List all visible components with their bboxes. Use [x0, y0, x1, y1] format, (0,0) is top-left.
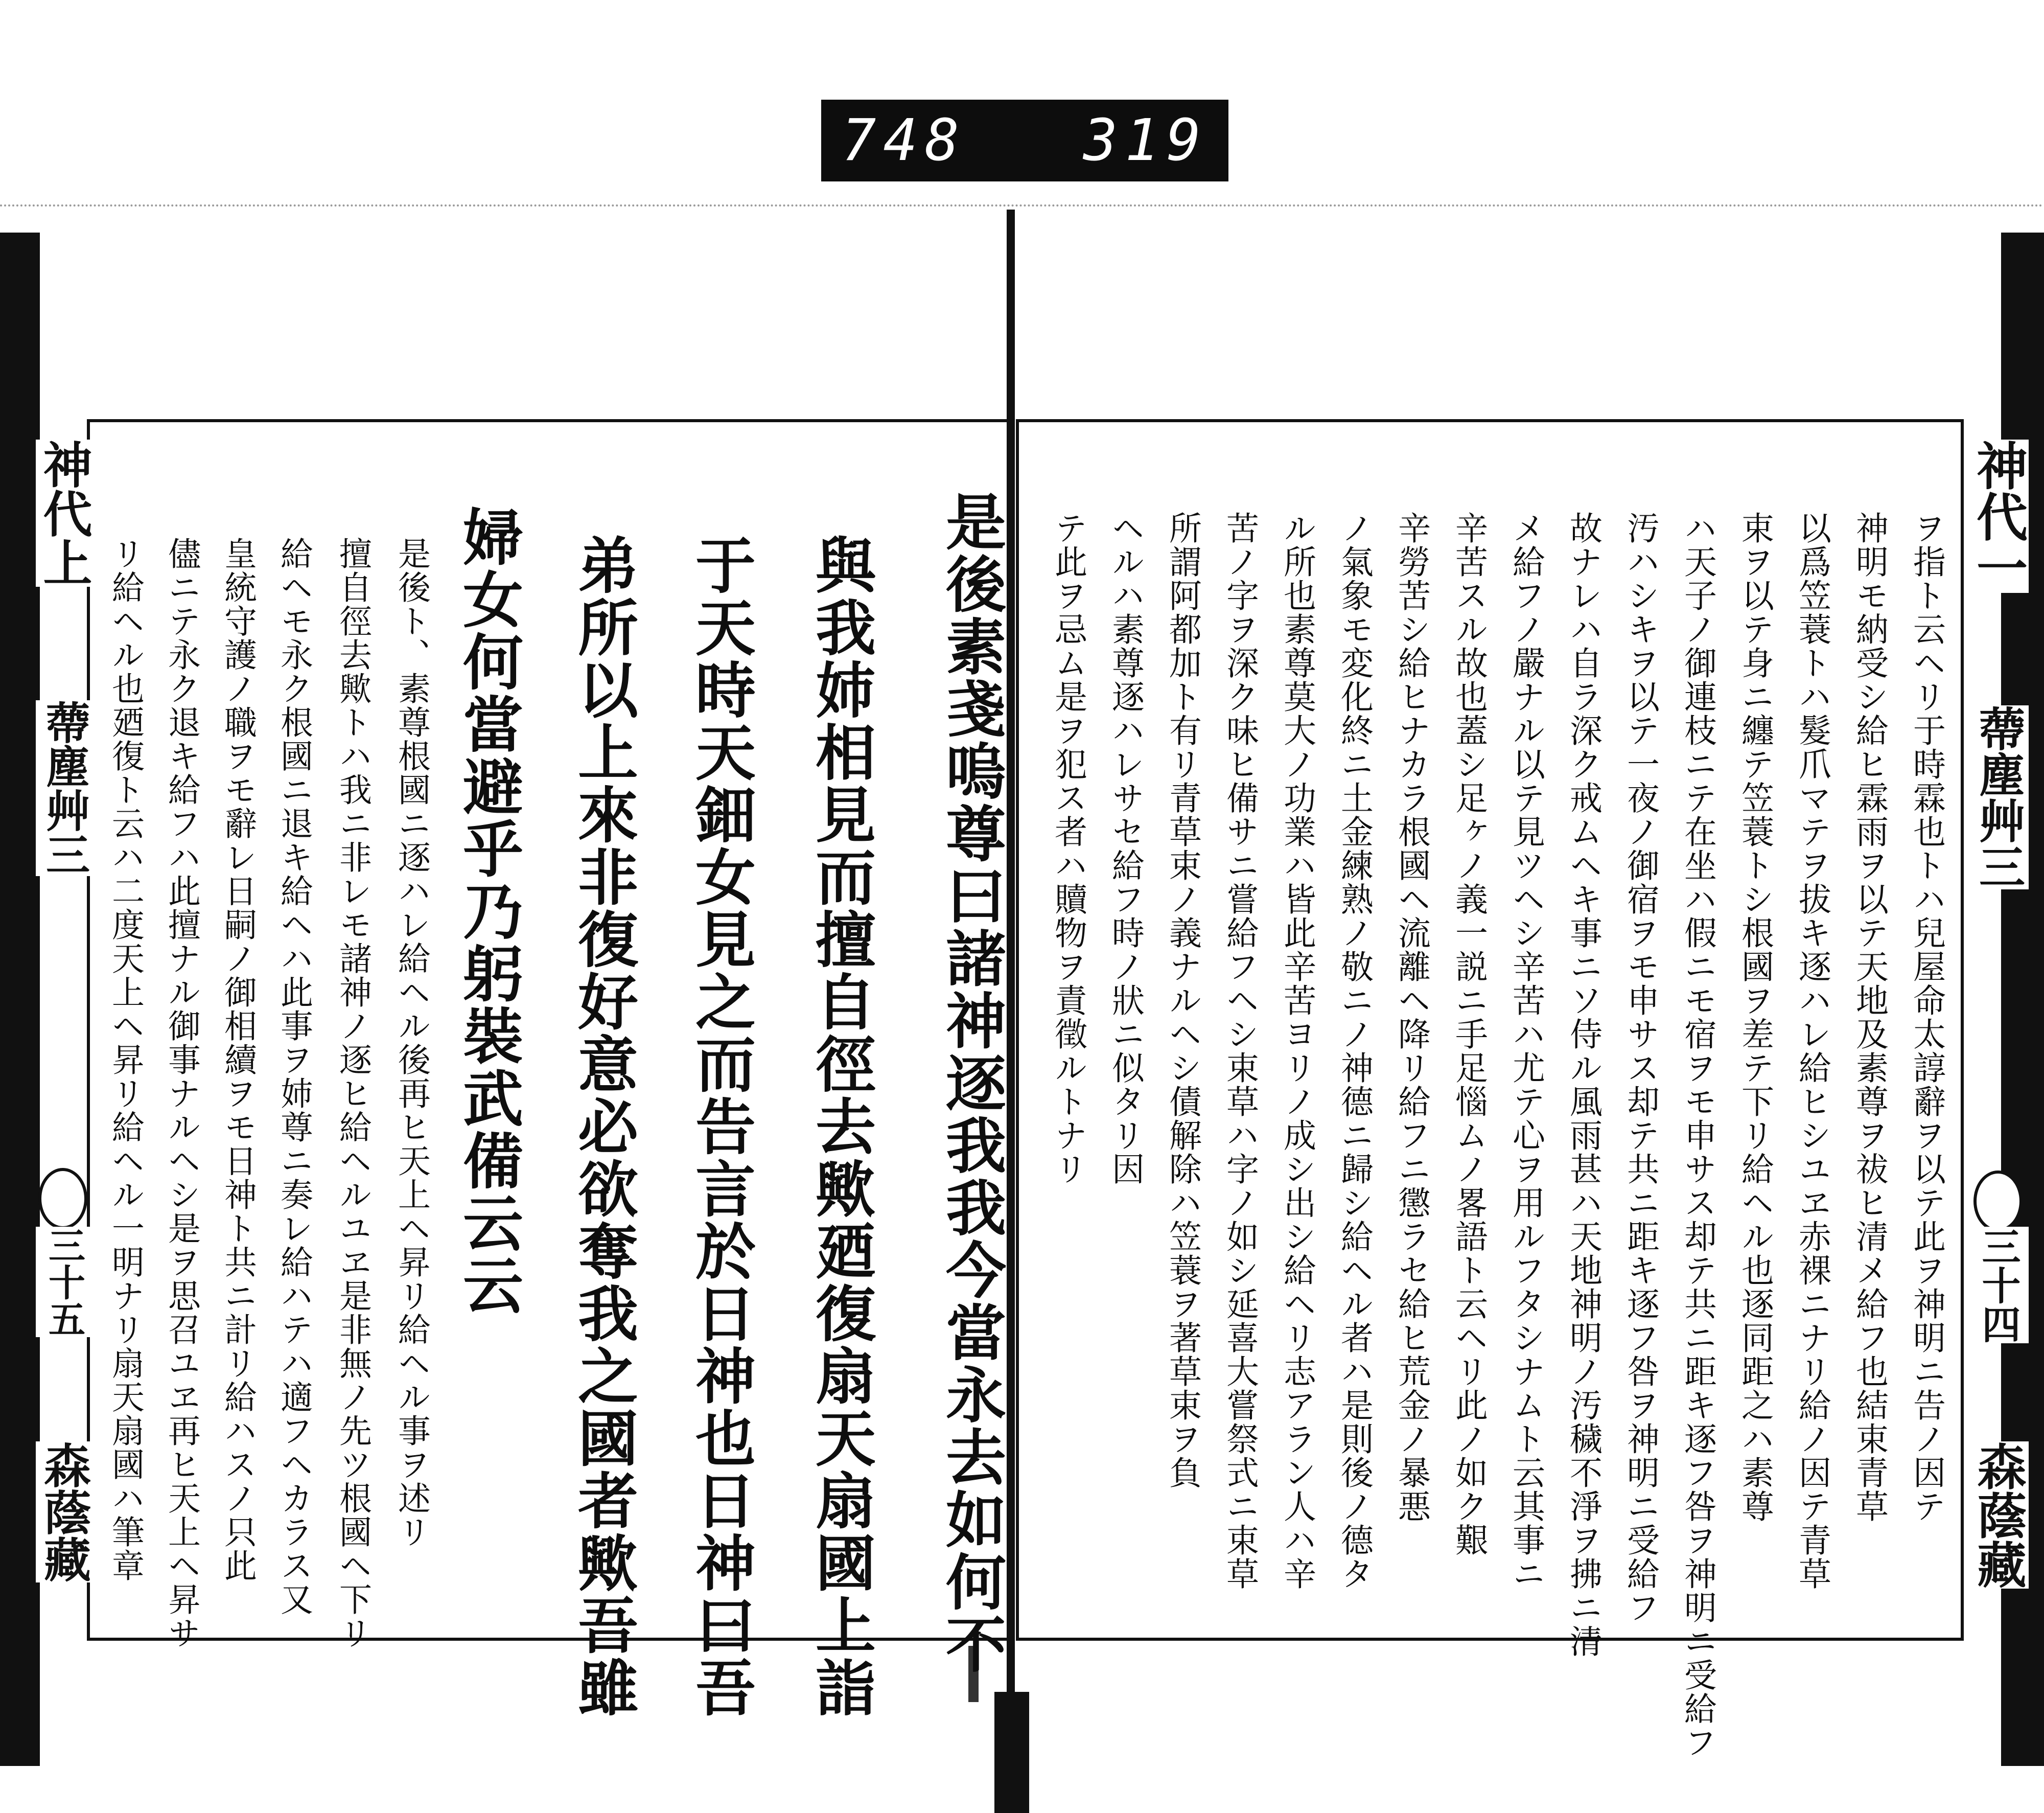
left-commentary-column-2: 擅自徑去歟トハ我ニ非レモ諸神ノ逐ヒ給ヘルユヱ是非無ノ先ツ根國ヘ下リ	[334, 537, 371, 1650]
right-header-subtitle: 蔕塵艸三	[1967, 705, 2029, 889]
right-column-3: 以爲笠蓑トハ髮爪マテヲ拔キ逐ハレ給ヒシユヱ赤裸ニナリ給ノ因テ青草	[1793, 511, 1831, 1591]
left-commentary-column-4: 皇統守護ノ職ヲモ辭レ日嗣ノ御相續ヲモ日神ト共ニ計リ給ハスノ只此	[219, 537, 257, 1582]
left-header-subtitle: 蔕塵艸三	[36, 700, 92, 876]
catalogue-number-right: 319	[1083, 107, 1208, 174]
gutter-shadow	[994, 1692, 1029, 1813]
catalogue-number-label	[821, 100, 1228, 181]
right-column-7: 故ナレハ自ラ深ク戒ムヘキ事ニソ侍ル風雨甚ハ天地神明ノ汚穢不淨ヲ拂ニ清	[1564, 511, 1602, 1658]
left-header-page-number: 三十五	[36, 1227, 92, 1337]
right-column-9: 辛苦スル故也蓋シ足ヶノ義一説ニ手足惱ムノ畧語ト云ヘリ此ノ如ク艱	[1450, 511, 1488, 1557]
left-main-column-5: 婦女何當避乎乃躬裝武備云云	[453, 506, 524, 1317]
right-column-6: 汚ハシキヲ以テ一夜ノ御宿ヲモ申サス却テ共ニ距キ逐フ咎ヲ神明ニ受給フ	[1621, 511, 1659, 1624]
left-header-title: 神代上	[35, 440, 93, 587]
left-commentary-column-6: リ給ヘル也廼復ト云ハ二度天上ヘ昇リ給ヘル一明ナリ扇天扇國ハ筆章	[106, 537, 144, 1582]
left-commentary-column-5: 儘ニテ永ク退キ給フハ此擅ナル御事ナルヘシ是ヲ思召ユヱ再ヒ天上ヘ昇サ	[162, 537, 200, 1650]
right-column-14: 所謂阿都加ト有リ青草束ノ義ナルヘシ債解除ハ笠蓑ヲ著草束ヲ負	[1164, 511, 1201, 1489]
left-main-column-1: 是後素戔嗚尊曰諸神逐我我今當永去如何不	[936, 491, 1007, 1676]
left-main-column-3: 于天時天鈿女見之而告言於日神也日神曰吾	[685, 534, 756, 1719]
left-commentary-column-3: 給ヘモ永ク根國ニ退キ給ヘハ此事ヲ姉尊ニ奏レ給ハテハ適フヘカラス又	[275, 537, 313, 1616]
right-column-4: 束ヲ以テ身ニ纏テ笠蓑トシ根國ヲ差テ下リ給ヘル也逐同距之ハ素尊	[1736, 511, 1774, 1523]
catalogue-number-left: 748	[842, 107, 967, 174]
right-column-1: ヲ指ト云ヘリ于時霖也トハ兒屋命太諄辭ヲ以テ此ヲ神明ニ告ノ因テ	[1908, 511, 1945, 1523]
left-main-column-2: 與我姉相見而擅自徑去歟廼復扇天扇國上詣	[805, 534, 876, 1719]
right-header-title: 神代一	[1968, 440, 2028, 593]
right-column-2: 神明モ納受シ給ヒ霖雨ヲ以テ天地及素尊ヲ祓ヒ清メ給フ也結束青草	[1850, 511, 1888, 1523]
left-main-column-4: 弟所以上來非復好意必欲奪我之國者歟吾雖	[568, 534, 639, 1719]
left-commentary-column-1: 是後ト、素尊根國ニ逐ハレ給ヘル後再ヒ天上ヘ昇リ給ヘル事ヲ述リ	[392, 537, 430, 1549]
center-gutter	[1007, 210, 1015, 1804]
left-header-publisher: 森蔭藏	[36, 1441, 91, 1582]
right-column-10: 辛勞苦シ給ヒナカラ根國ヘ流離ヘ降リ給フニ懲ラセ給ヒ荒金ノ暴悪	[1392, 511, 1430, 1523]
right-column-8: メ給フノ嚴ナル以テ見ツヘシ辛苦ハ尤テ心ヲ用ルフタシナムト云其事ニ	[1507, 511, 1545, 1591]
left-binding-margin	[0, 233, 40, 1766]
right-column-13: 苦ノ字ヲ深ク味ヒ備サニ嘗給フヘシ束草ハ字ノ如シ延喜大嘗祭式ニ束草	[1221, 511, 1259, 1591]
right-column-11: ノ氣象モ変化終ニ土金練熟ノ敬ニノ神德ニ歸シ給ヘル者ハ是則後ノ德タ	[1335, 511, 1373, 1591]
right-header-publisher: 森蔭藏	[1967, 1441, 2029, 1589]
right-column-12: ル所也素尊莫大ノ功業ハ皆此辛苦ヨリノ成シ出シ給ヘリ志アラン人ハ辛	[1278, 511, 1316, 1591]
right-header-page-number: 三十四	[1967, 1227, 2029, 1343]
right-header-ring	[1973, 1171, 2023, 1232]
right-column-5: ハ天子ノ御連枝ニテ在坐ハ假ニモ宿ヲモ申サス却テ共ニ距キ逐フ咎ヲ神明ニ受給フ	[1679, 511, 1716, 1759]
right-column-16: テ此ヲ忌ム是ヲ犯ス者ハ贖物ヲ責徵ルトナリ	[1049, 511, 1087, 1186]
right-column-15: ヘルハ素尊逐ハレサセ給フ時ノ狀ニ似タリ因	[1106, 511, 1144, 1186]
left-header-ring	[38, 1168, 87, 1229]
